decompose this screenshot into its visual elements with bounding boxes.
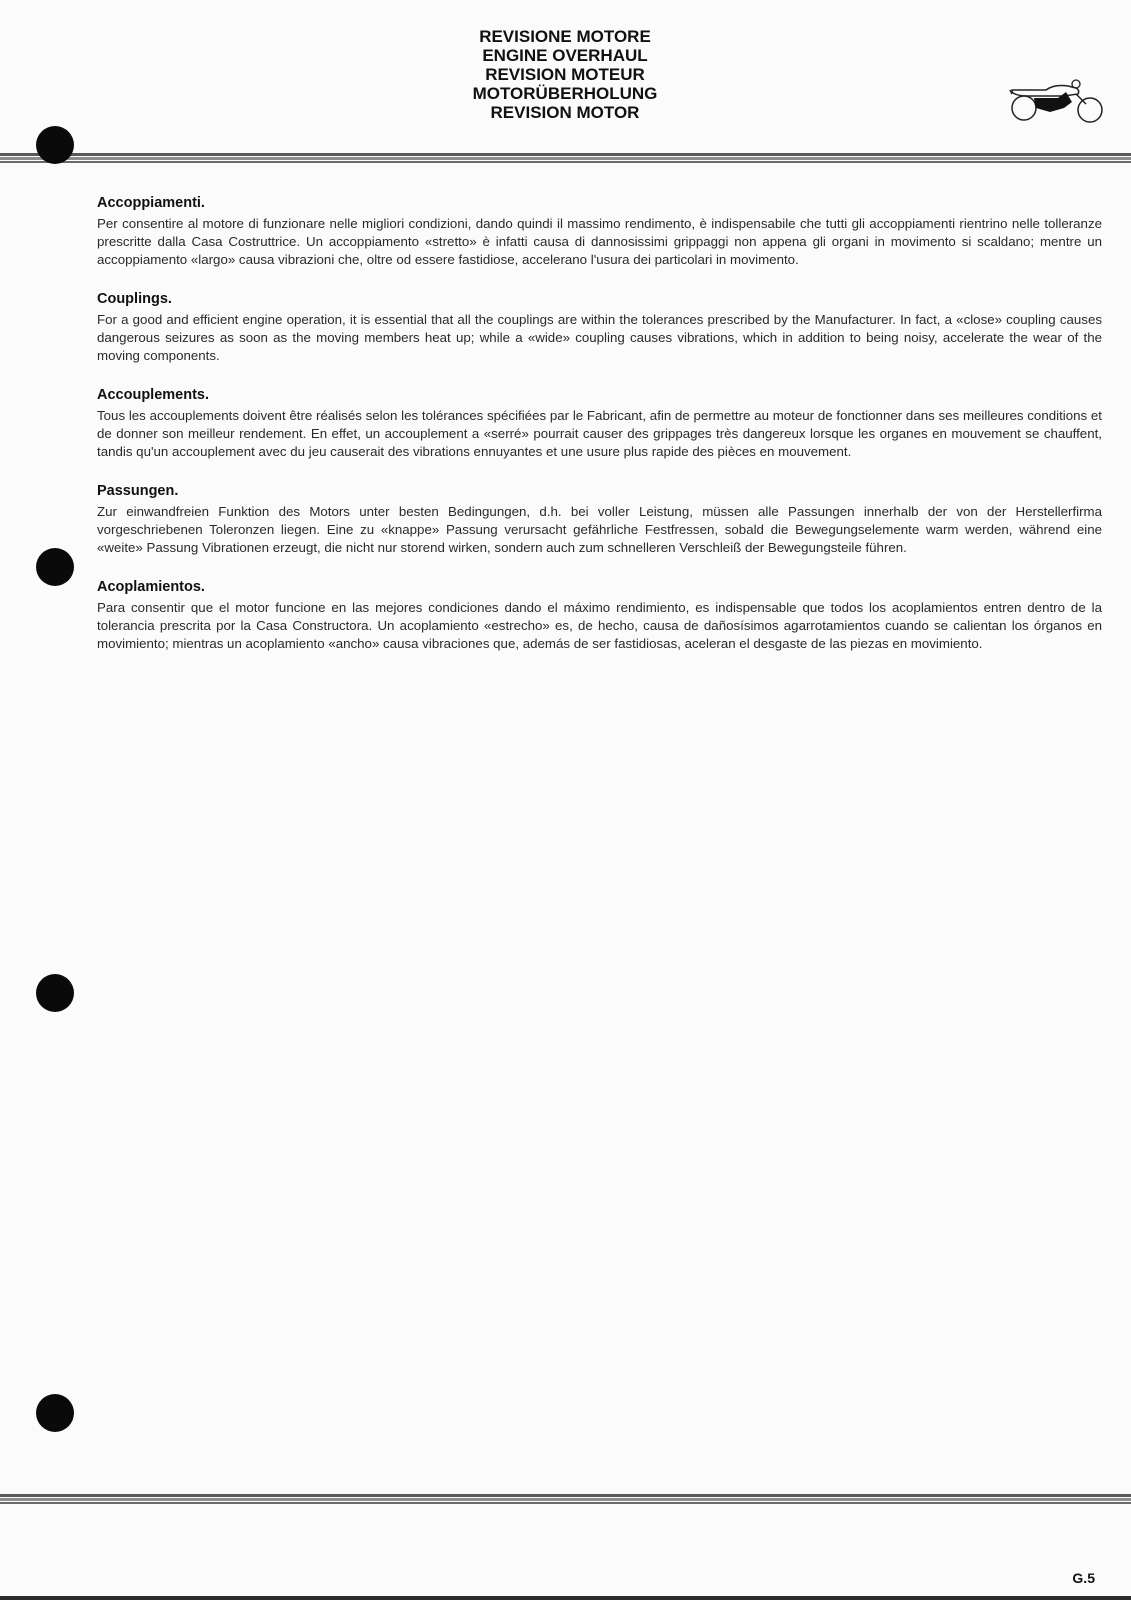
page-number: G.5 bbox=[1072, 1570, 1095, 1586]
section-body: For a good and efficient engine operation, it is essential that all the couplings are within the tolerances prescribed by the Manufacturer. In fact, a «close» coupling causes dangerous seizures as soon as the moving members heat up; while a «wide» coupling causes vibrations, which in addition to being noisy, accelerate the wear of the moving components. bbox=[97, 312, 1102, 363]
punch-hole-4 bbox=[36, 1394, 74, 1432]
section-body: Para consentir que el motor funcione en las mejores condiciones dando el máximo rendimiento, es indispensable que todos los acoplamientos entren dentro de la tolerancia prescrita por la Casa Constructora. Un acoplamiento «estrecho» es, de hecho, causa de dañosísimos agarrotamientos cuando se calientan los órganos en movimiento; mientras un acoplamiento «ancho» causa vibraciones que, además de ser fastidiosas, aceleran el desgaste de las piezas en movimiento. bbox=[97, 600, 1102, 651]
section-english bbox=[97, 290, 1102, 365]
section-body: Tous les accouplements doivent être réalisés selon les tolérances spécifiées par le Fabricant, afin de permettre au moteur de fonctionner dans ses meilleures conditions et de donner son meilleur rendement. En effet, un accouplement a «serré» pourrait causer des grippages très dangereux lorsque les organes en mouvement se chauffent, tandis qu'un accouplement avec du jeu causerait des vibrations ennuyantes et une usure plus rapide des pièces en mouvement. bbox=[97, 408, 1102, 459]
punch-hole-3 bbox=[36, 974, 74, 1012]
section-heading: Accouplements. bbox=[97, 387, 209, 403]
section-heading: Acoplamientos. bbox=[97, 579, 205, 595]
title-english: ENGINE OVERHAUL bbox=[482, 46, 648, 65]
motorcycle-icon bbox=[1006, 78, 1106, 130]
content-body bbox=[97, 194, 1102, 674]
section-french bbox=[97, 386, 1102, 461]
section-heading: Accoppiamenti. bbox=[97, 195, 205, 211]
title-spanish: REVISION MOTOR bbox=[490, 103, 640, 122]
section-heading: Passungen. bbox=[97, 483, 179, 499]
page-bottom-edge bbox=[0, 1596, 1131, 1600]
punch-hole-1 bbox=[36, 126, 74, 164]
title-german: MOTORÜBERHOLUNG bbox=[472, 84, 658, 103]
punch-hole-2 bbox=[36, 548, 74, 586]
section-german bbox=[97, 482, 1102, 557]
section-body: Zur einwandfreien Funktion des Motors unter besten Bedingungen, d.h. bei voller Leistung, müssen alle Passungen innerhalb der von der Herstellerfirma vorgeschriebenen Toleronzen liegen. Eine zu «knappe» Passung verursacht gefährliche Festfressen, sobald die Bewegungselemente warm werden, während eine «weite» Passung Vibrationen erzeugt, die nicht nur storend wirken, sondern auch zum schnelleren Verschleiß der Bewegungsteile führen. bbox=[97, 504, 1102, 555]
header-titles bbox=[400, 27, 730, 122]
section-spanish bbox=[97, 578, 1102, 653]
section-body: Per consentire al motore di funzionare nelle migliori condizioni, dando quindi il massimo rendimento, è indispensabile che tutti gli accoppiamenti rientrino nelle tolleranze prescritte dalla Casa Costruttrice. Un accoppiamento «stretto» è infatti causa di dannosissimi grippaggi non appena gli organi in movimento si scaldano; mentre un accoppiamento «largo» causa vibrazioni che, oltre od essere fastidiose, accelerano l'usura dei particolari in movimento. bbox=[97, 216, 1102, 267]
section-italian bbox=[97, 194, 1102, 269]
title-french: REVISION MOTEUR bbox=[485, 65, 645, 84]
title-italian: REVISIONE MOTORE bbox=[479, 27, 651, 46]
footer-rule bbox=[0, 1494, 1131, 1504]
section-heading: Couplings. bbox=[97, 291, 172, 307]
header-rule bbox=[0, 153, 1131, 163]
